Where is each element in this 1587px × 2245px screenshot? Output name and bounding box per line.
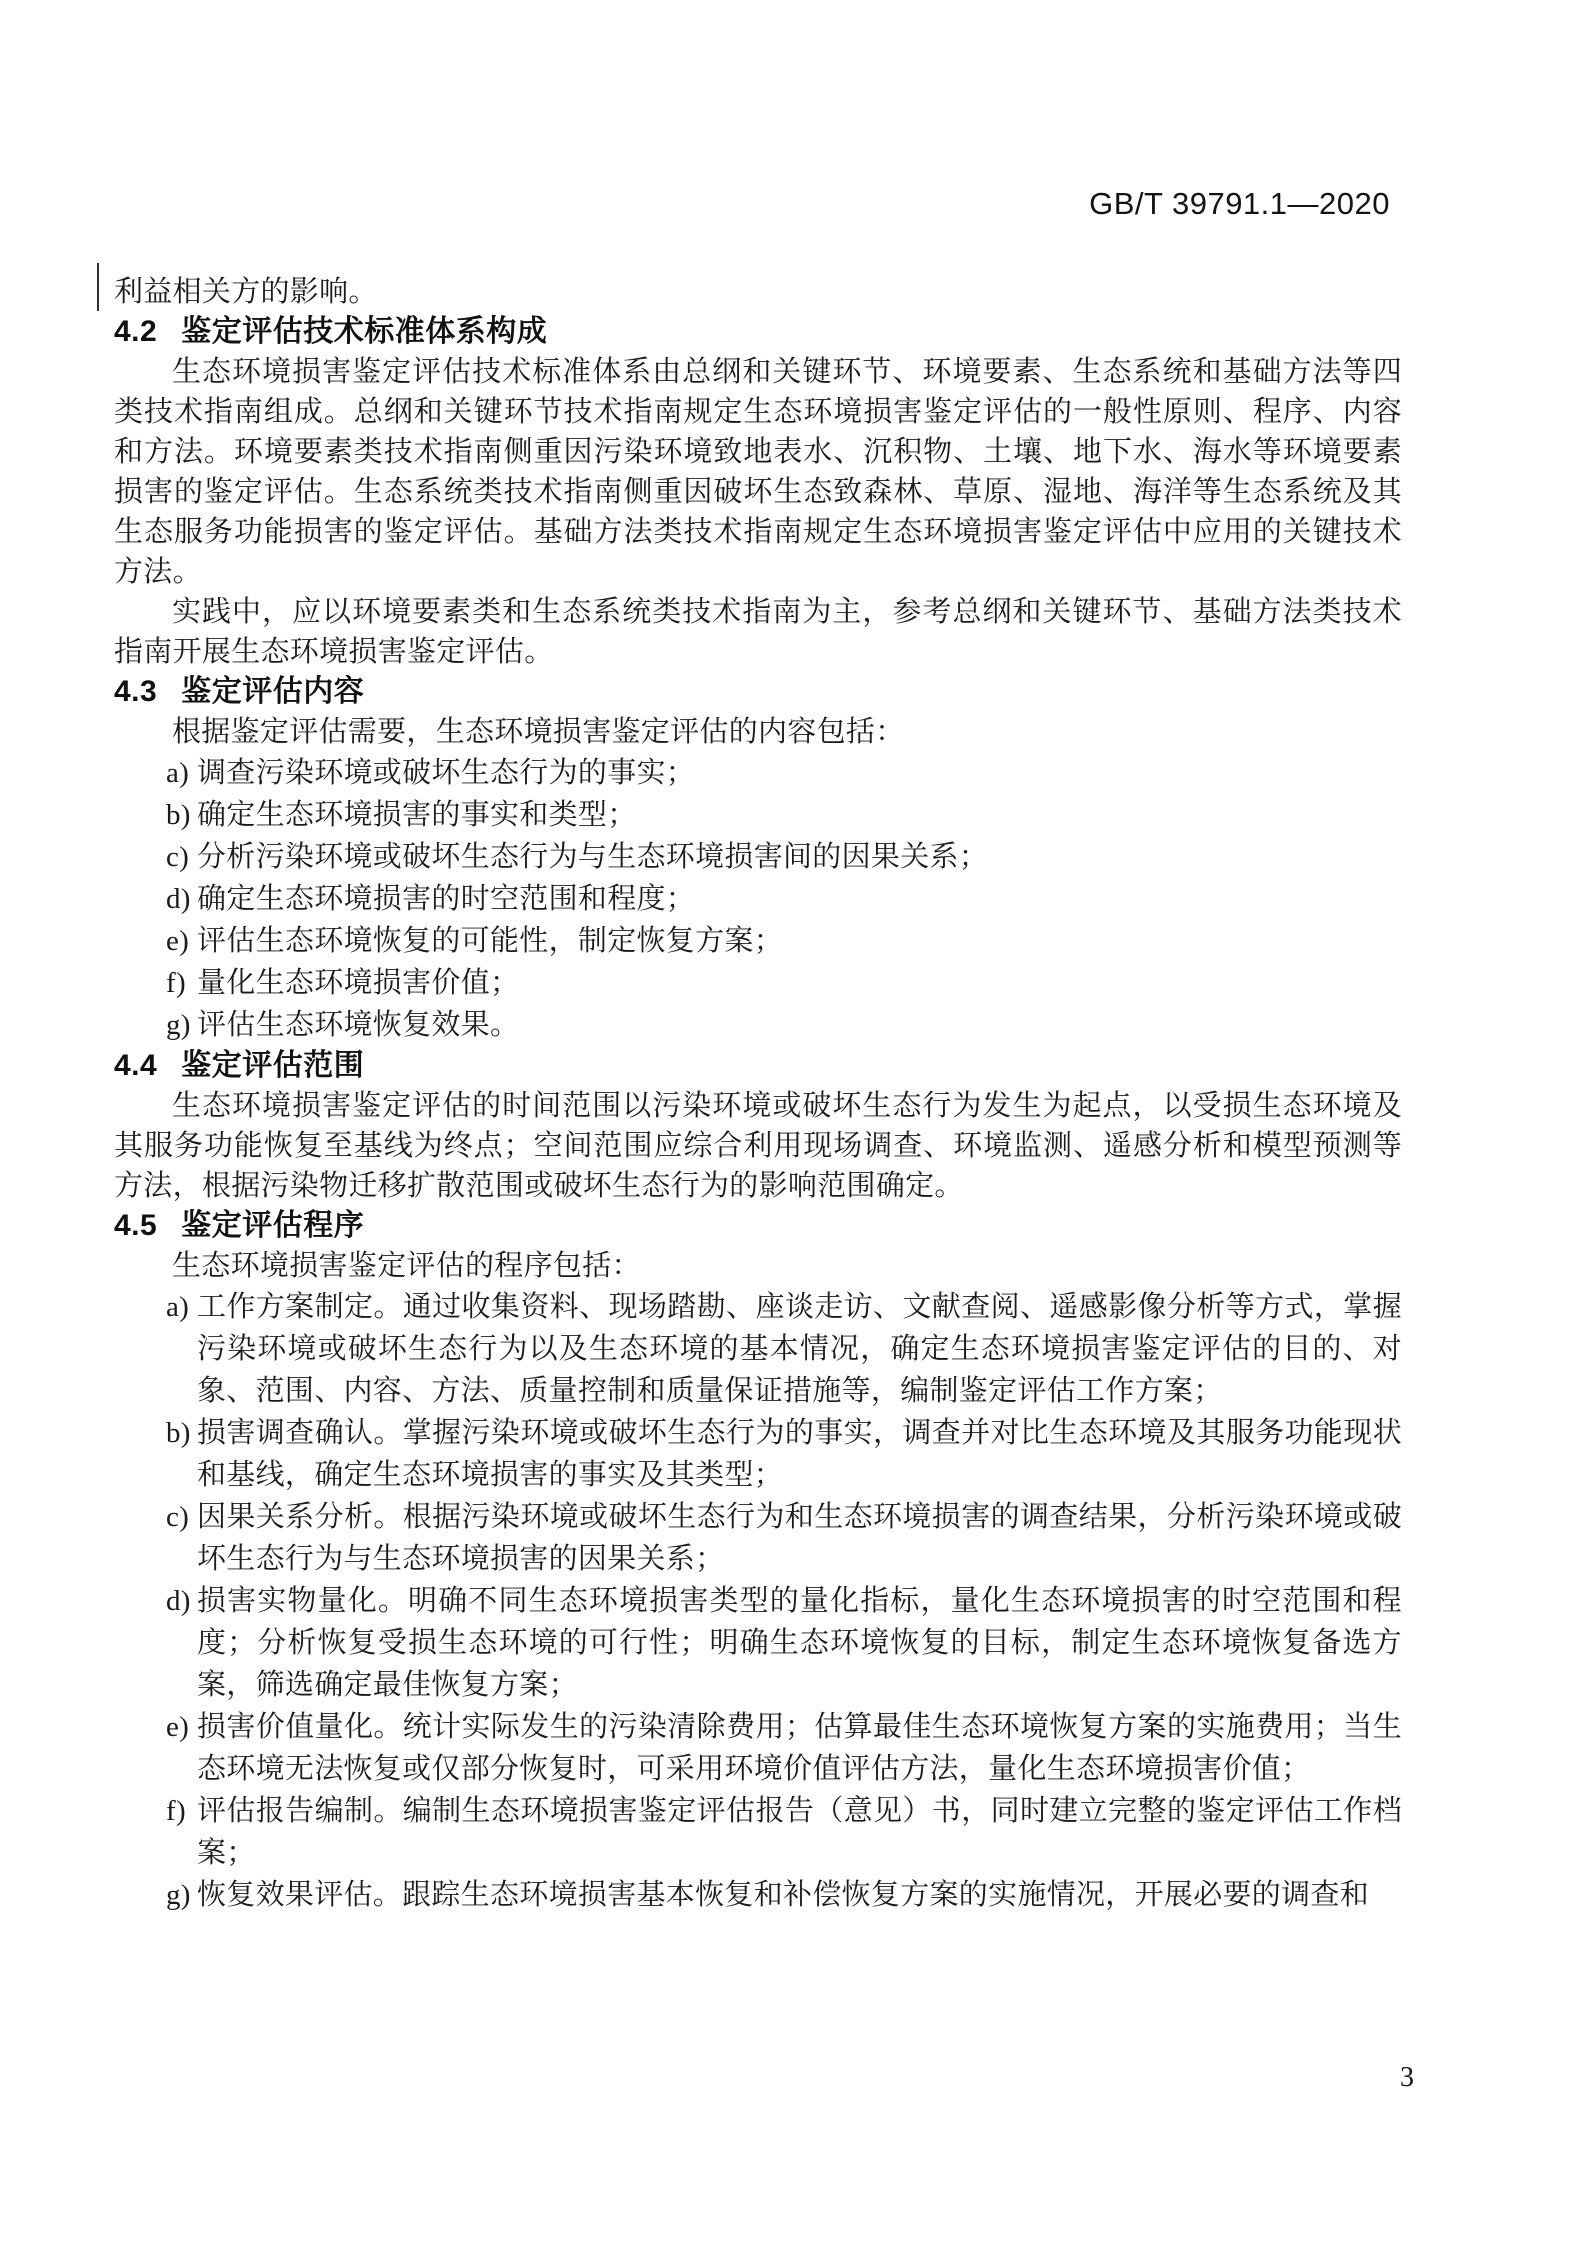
list-item <box>114 1004 1402 1046</box>
list-item-label: e) <box>166 925 190 957</box>
section-heading-4-4 <box>114 1046 1402 1086</box>
section-number: 4.2 <box>114 315 158 348</box>
section-title: 鉴定评估内容 <box>181 675 365 708</box>
list-item-label: c) <box>166 1501 190 1533</box>
continuation-paragraph: 利益相关方的影响。 <box>114 276 378 308</box>
section-heading-4-5 <box>114 1206 1402 1246</box>
list-item <box>114 1580 1402 1706</box>
page-number: 3 <box>1400 2062 1414 2093</box>
list-item-label: a) <box>166 1291 190 1323</box>
body-paragraph: 生态环境损害鉴定评估技术标准体系由总纲和关键环节、环境要素、生态系统和基础方法等四类技术指南组成。总纲和关键环节技术指南规定生态环境损害鉴定评估的一般性原则、程序、内容和方法。环境要素类技术指南侧重因污染环境致地表水、沉积物、土壤、地下水、海水等环境要素损害的鉴定评估。生态系统类技术指南侧重因破坏生态致森林、草原、湿地、海洋等生态系统及其生态服务功能损害的鉴定评估。基础方法类技术指南规定生态环境损害鉴定评估中应用的关键技术方法。 <box>114 356 1402 588</box>
section-heading-4-3 <box>114 672 1402 712</box>
revision-mark-bar <box>97 263 99 311</box>
list-item-label: f) <box>166 967 186 999</box>
list-item-text: 确定生态环境损害的事实和类型； <box>197 799 637 831</box>
list-item-text: 损害价值量化。统计实际发生的污染清除费用；估算最佳生态环境恢复方案的实施费用；当生态环境无法恢复或仅部分恢复时，可采用环境价值评估方法，量化生态环境损害价值； <box>197 1711 1402 1785</box>
list-item-label: g) <box>166 1879 191 1911</box>
list-item-label: b) <box>166 799 191 831</box>
list-item-text: 因果关系分析。根据污染环境或破坏生态行为和生态环境损害的调查结果，分析污染环境或破坏生态行为与生态环境损害的因果关系； <box>197 1501 1402 1575</box>
list-item-text: 评估生态环境恢复效果。 <box>197 1009 520 1041</box>
list-item-text: 评估报告编制。编制生态环境损害鉴定评估报告（意见）书，同时建立完整的鉴定评估工作档案； <box>197 1795 1402 1869</box>
list-item-text: 确定生态环境损害的时空范围和程度； <box>197 883 696 915</box>
list-item <box>114 1874 1402 1916</box>
section-title: 鉴定评估技术标准体系构成 <box>181 315 548 348</box>
list-item-text: 损害实物量化。明确不同生态环境损害类型的量化指标，量化生态环境损害的时空范围和程度；分析恢复受损生态环境的可行性；明确生态环境恢复的目标，制定生态环境恢复备选方案，筛选确定最佳恢复方案； <box>197 1585 1402 1701</box>
list-item-text: 分析污染环境或破坏生态行为与生态环境损害间的因果关系； <box>197 841 989 873</box>
list-item <box>114 836 1402 878</box>
list-lead-paragraph: 生态环境损害鉴定评估的程序包括： <box>172 1250 641 1282</box>
list-item <box>114 920 1402 962</box>
section-number: 4.4 <box>114 1049 158 1082</box>
list-item <box>114 752 1402 794</box>
section-title: 鉴定评估程序 <box>181 1209 365 1242</box>
standard-number-header: GB/T 39791.1—2020 <box>1089 186 1390 221</box>
list-item-text: 量化生态环境损害价值； <box>197 967 520 999</box>
list-item-label: g) <box>166 1009 191 1041</box>
list-item <box>114 1790 1402 1874</box>
list-item-label: b) <box>166 1417 191 1449</box>
list-item-label: d) <box>166 1585 191 1617</box>
section-number: 4.5 <box>114 1209 158 1242</box>
list-item-label: e) <box>166 1711 190 1743</box>
list-lead-paragraph: 根据鉴定评估需要，生态环境损害鉴定评估的内容包括： <box>172 716 905 748</box>
body-paragraph: 生态环境损害鉴定评估的时间范围以污染环境或破坏生态行为发生为起点，以受损生态环境及其服务功能恢复至基线为终点；空间范围应综合利用现场调查、环境监测、遥感分析和模型预测等方法，根据污染物迁移扩散范围或破坏生态行为的影响范围确定。 <box>114 1090 1402 1202</box>
list-item <box>114 1706 1402 1790</box>
list-item <box>114 794 1402 836</box>
page-content <box>114 0 1402 1916</box>
list-item-text: 工作方案制定。通过收集资料、现场踏勘、座谈走访、文献查阅、遥感影像分析等方式，掌握污染环境或破坏生态行为以及生态环境的基本情况，确定生态环境损害鉴定评估的目的、对象、范围、内容、方法、质量控制和质量保证措施等，编制鉴定评估工作方案； <box>197 1291 1402 1407</box>
list-item <box>114 1412 1402 1496</box>
list-item-text: 损害调查确认。掌握污染环境或破坏生态行为的事实，调查并对比生态环境及其服务功能现状和基线，确定生态环境损害的事实及其类型； <box>197 1417 1402 1491</box>
list-item <box>114 878 1402 920</box>
body-paragraph: 实践中，应以环境要素类和生态系统类技术指南为主，参考总纲和关键环节、基础方法类技术指南开展生态环境损害鉴定评估。 <box>114 596 1402 668</box>
section-title: 鉴定评估范围 <box>181 1049 365 1082</box>
list-item <box>114 962 1402 1004</box>
list-item-text: 恢复效果评估。跟踪生态环境损害基本恢复和补偿恢复方案的实施情况，开展必要的调查和 <box>197 1879 1370 1911</box>
list-item-text: 评估生态环境恢复的可能性，制定恢复方案； <box>197 925 784 957</box>
ordered-list-4-3 <box>114 752 1402 1046</box>
list-item-label: f) <box>166 1795 186 1827</box>
section-number: 4.3 <box>114 675 158 708</box>
list-item <box>114 1496 1402 1580</box>
ordered-list-4-5 <box>114 1286 1402 1916</box>
list-item-text: 调查污染环境或破坏生态行为的事实； <box>197 757 696 789</box>
section-heading-4-2 <box>114 312 1402 352</box>
list-item-label: a) <box>166 757 190 789</box>
list-item <box>114 1286 1402 1412</box>
list-item-label: d) <box>166 883 191 915</box>
list-item-label: c) <box>166 841 190 873</box>
